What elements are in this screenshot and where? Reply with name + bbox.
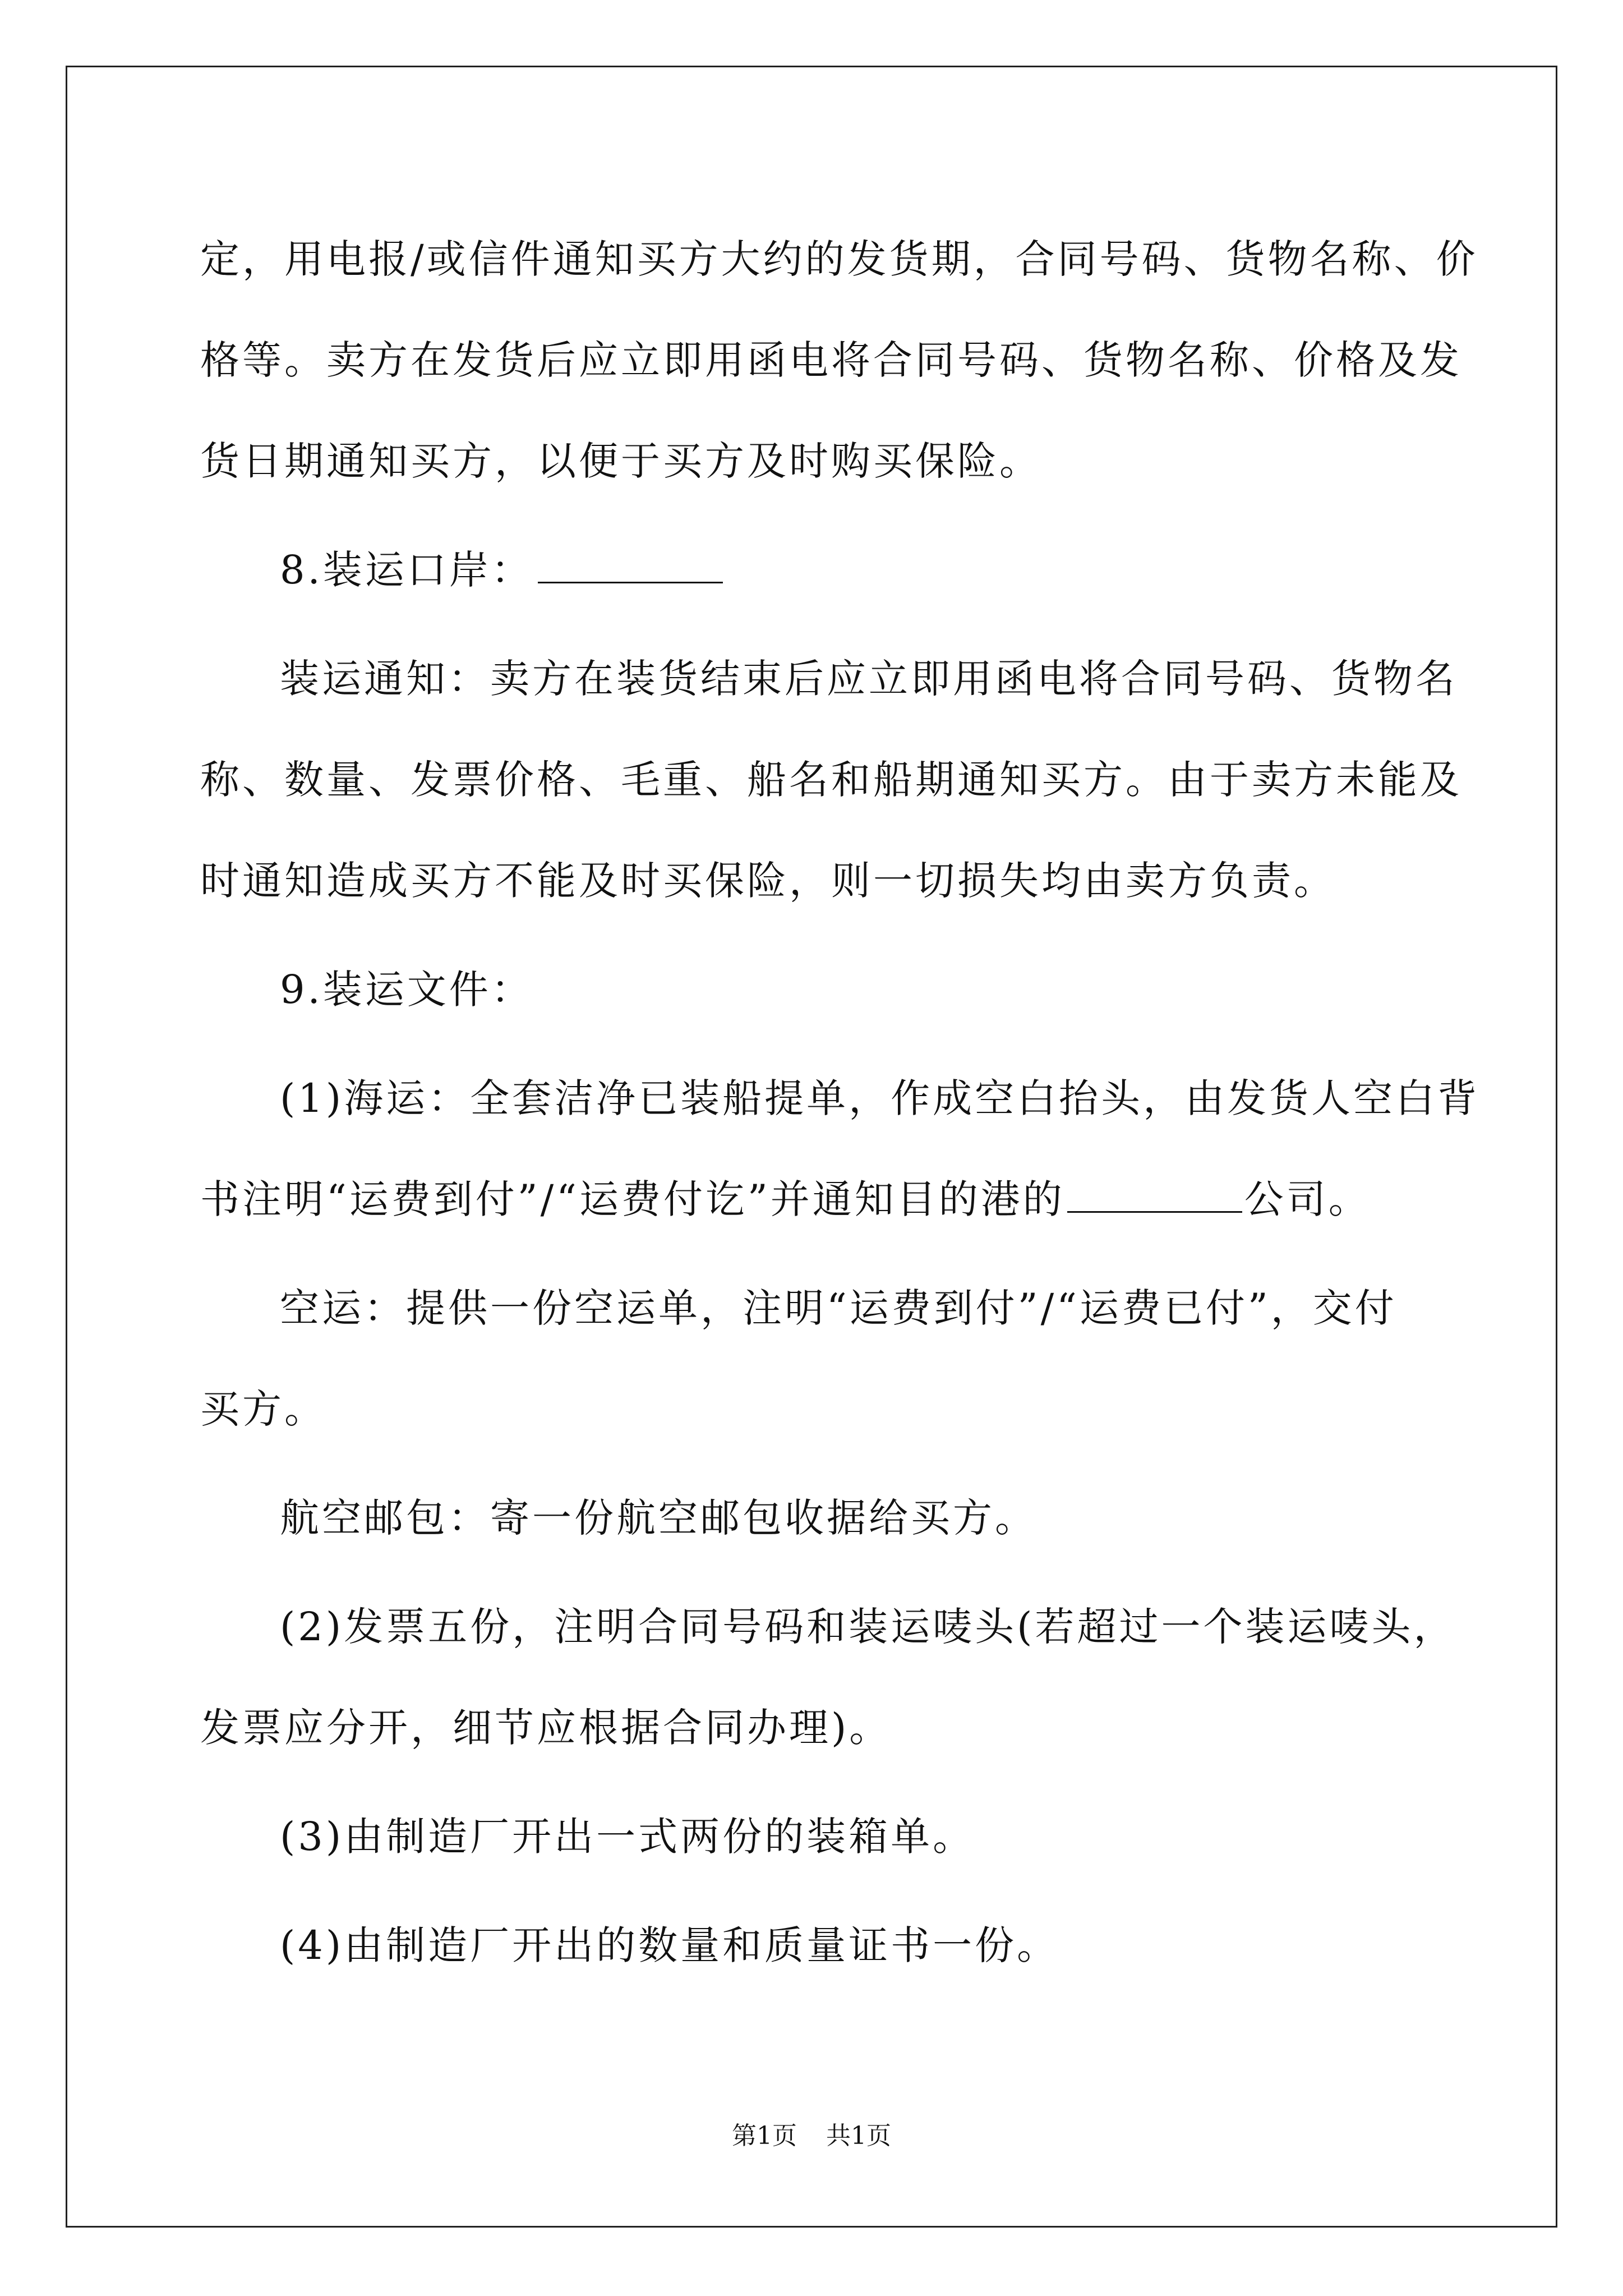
text-line: 称、数量、发票价格、毛重、船名和船期通知买方。由于卖方未能及	[200, 757, 1462, 803]
text-line: 书注明“运费到付”/“运费付讫”并通知目的港的	[200, 1176, 1065, 1222]
text-line: 时通知造成买方不能及时买保险，则一切损失均由卖方负责。	[200, 858, 1336, 904]
text-line: (2)发票五份，注明合同号码和装运唛头(若超过一个装运唛头，	[280, 1604, 1456, 1650]
paragraph-loading-port	[200, 519, 1423, 620]
paragraph-quality-certificate	[200, 1895, 1423, 1996]
paragraph-air-transport	[200, 1258, 1423, 1460]
paragraph-shipping-documents	[200, 939, 1423, 1040]
blank-field-loading-port[interactable]	[538, 549, 723, 583]
blank-field-company[interactable]	[1067, 1179, 1242, 1213]
page-footer	[0, 2119, 1623, 2153]
text-line: (4)由制造厂开出的数量和质量证书一份。	[280, 1922, 1059, 1968]
text-line: 发票应分开，细节应根据合同办理)。	[200, 1705, 892, 1751]
clause-label: 8.装运口岸：	[280, 547, 533, 593]
text-line: 货日期通知买方，以便于买方及时购买保险。	[200, 438, 1041, 484]
paragraph-air-parcel	[200, 1467, 1423, 1568]
text-line: 公司。	[1244, 1176, 1371, 1222]
clause-label: 9.装运文件：	[280, 967, 533, 1013]
text-line: 买方。	[200, 1386, 326, 1432]
paragraph-shipment-advice	[200, 628, 1462, 931]
paragraph-packing-list	[200, 1786, 1423, 1887]
text-line: 定，用电报/或信件通知买方大约的发货期，合同号码、货物名称、价	[200, 236, 1478, 282]
text-line: (1)海运：全套洁净已装船提单，作成空白抬头，由发货人空白背	[280, 1075, 1480, 1121]
document-body	[200, 209, 1480, 1996]
text-line: 空运：提供一份空运单，注明“运费到付”/“运费已付”，交付	[280, 1285, 1397, 1331]
paragraph-shipping-notice-cont	[200, 209, 1478, 512]
text-line: (3)由制造厂开出一式两份的装箱单。	[280, 1814, 975, 1860]
page-number: 第1页	[732, 2122, 797, 2150]
paragraph-ocean-transport	[200, 1048, 1480, 1250]
text-line: 装运通知：卖方在装货结束后应立即用函电将合同号码、货物名	[280, 656, 1458, 702]
text-line: 航空邮包：寄一份航空邮包收据给买方。	[280, 1495, 1037, 1541]
text-line: 格等。卖方在发货后应立即用函电将合同号码、货物名称、价格及发	[200, 337, 1462, 383]
page-total: 共1页	[826, 2122, 891, 2150]
paragraph-invoice	[200, 1576, 1456, 1778]
